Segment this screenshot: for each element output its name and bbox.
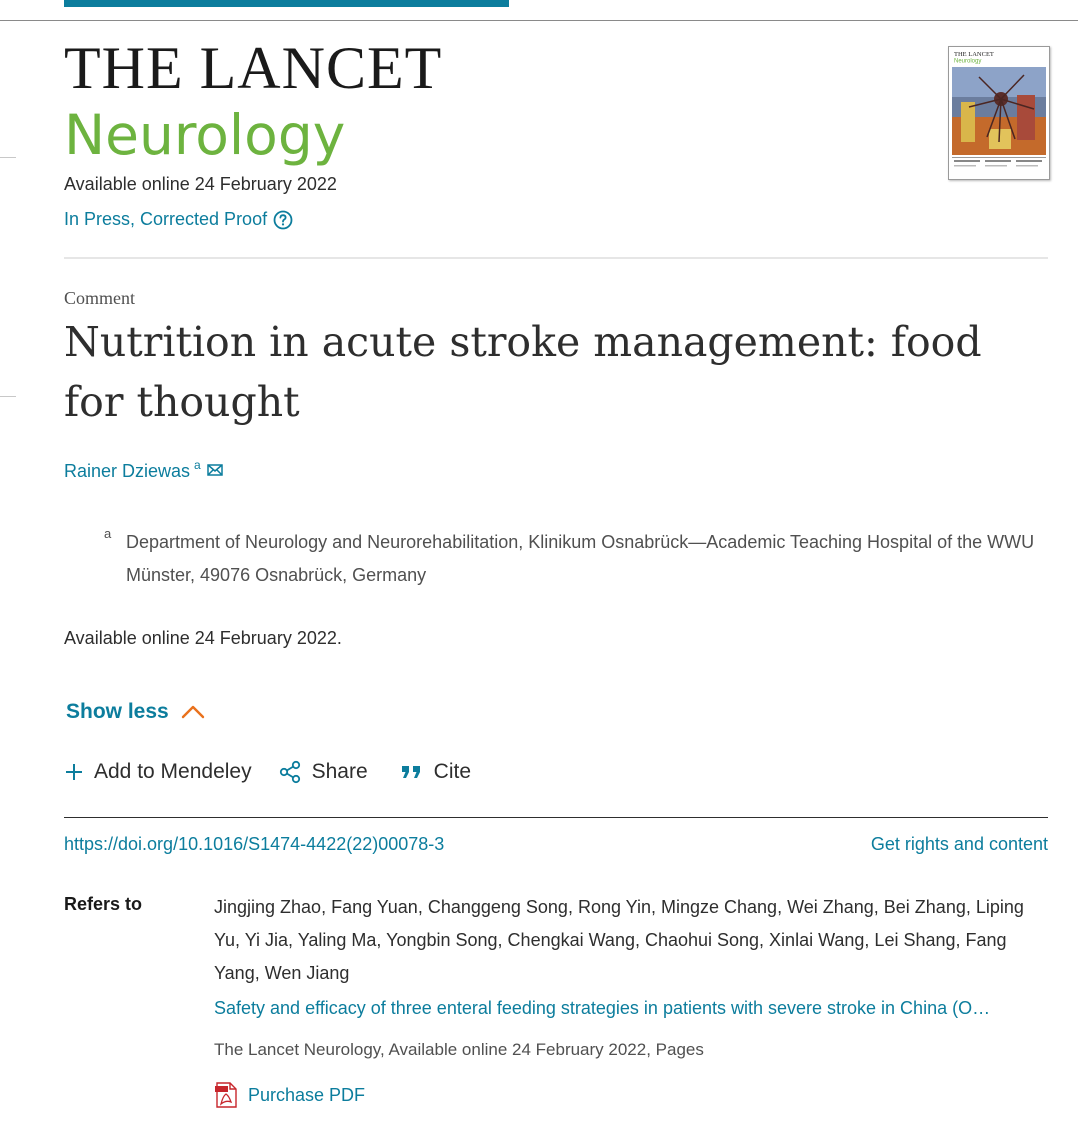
referenced-article-authors: Jingjing Zhao, Fang Yuan, Changgeng Song, Rong Yin, Mingze Chang, Wei Zhang, Bei Zhang, Liping Yu, Yi Jia, Yaling Ma, Yongbin Song, Chengkai Wang, Chaohui Song, Xinlai Wang, Lei Shang, Fang Yang, Wen Jiang <box>214 897 1024 983</box>
header-rule <box>0 20 1078 21</box>
show-less-label[interactable]: Show less <box>66 700 169 723</box>
journal-name[interactable]: Neurology <box>64 103 346 167</box>
show-less-button[interactable] <box>66 700 205 724</box>
journal-cover-art <box>949 47 1049 179</box>
purchase-pdf-label[interactable]: Purchase PDF <box>248 1084 366 1105</box>
article-status-label[interactable]: In Press, Corrected Proof <box>64 209 268 229</box>
affiliation-marker: a <box>104 526 112 541</box>
add-to-mendeley-button[interactable] <box>64 760 252 784</box>
cover-brand: THE LANCET <box>954 51 994 58</box>
author-link[interactable] <box>64 458 223 482</box>
quote-icon[interactable] <box>400 762 424 782</box>
journal-cover-image[interactable] <box>948 46 1050 180</box>
get-rights-link[interactable]: Get rights and content <box>870 834 1048 854</box>
edge-divider <box>0 157 16 158</box>
cover-journal-name: Neurology <box>954 58 982 65</box>
cite-button[interactable] <box>400 760 471 784</box>
article-toolbar <box>64 760 497 784</box>
top-accent-bar <box>64 0 509 7</box>
cite-label[interactable]: Cite <box>433 760 472 783</box>
article-type: Comment <box>64 288 135 308</box>
journal-brand[interactable]: THE LANCET <box>64 35 443 101</box>
purchase-pdf-link[interactable] <box>214 1082 365 1108</box>
author-name[interactable]: Rainer Dziewas <box>64 461 191 481</box>
question-circle-icon[interactable] <box>273 210 293 230</box>
article-title: Nutrition in acute stroke management: food for thought <box>64 318 982 426</box>
author-affiliation-marker: a <box>194 458 201 472</box>
share-label[interactable]: Share <box>311 760 368 783</box>
share-button[interactable] <box>278 760 368 784</box>
referenced-article-source: The Lancet Neurology, Available online 24 February 2022, Pages <box>214 1040 704 1059</box>
refers-to-label: Refers to <box>64 894 143 914</box>
affiliation-text: Department of Neurology and Neurorehabilitation, Klinikum Osnabrück—Academic Teaching Hospital of the WWU Münster, 49076 Osnabrück, Germany <box>126 532 1035 585</box>
article-status[interactable] <box>64 209 293 230</box>
doi-link[interactable]: https://doi.org/10.1016/S1474-4422(22)00078-3 <box>64 834 445 854</box>
edge-divider <box>0 396 16 397</box>
referenced-article-link[interactable]: Safety and efficacy of three enteral feeding strategies in patients with severe stroke in China (O… <box>214 998 991 1018</box>
pdf-file-icon[interactable] <box>214 1082 238 1108</box>
add-to-mendeley-label[interactable]: Add to Mendeley <box>94 760 252 783</box>
plus-icon[interactable] <box>64 762 84 782</box>
header-divider <box>64 257 1048 259</box>
article-available-online: Available online 24 February 2022. <box>64 628 342 648</box>
chevron-up-icon[interactable] <box>181 705 205 719</box>
share-icon[interactable] <box>278 760 302 784</box>
doi-divider <box>64 817 1048 818</box>
available-online-date: Available online 24 February 2022 <box>64 174 337 194</box>
envelope-icon[interactable] <box>207 463 223 477</box>
